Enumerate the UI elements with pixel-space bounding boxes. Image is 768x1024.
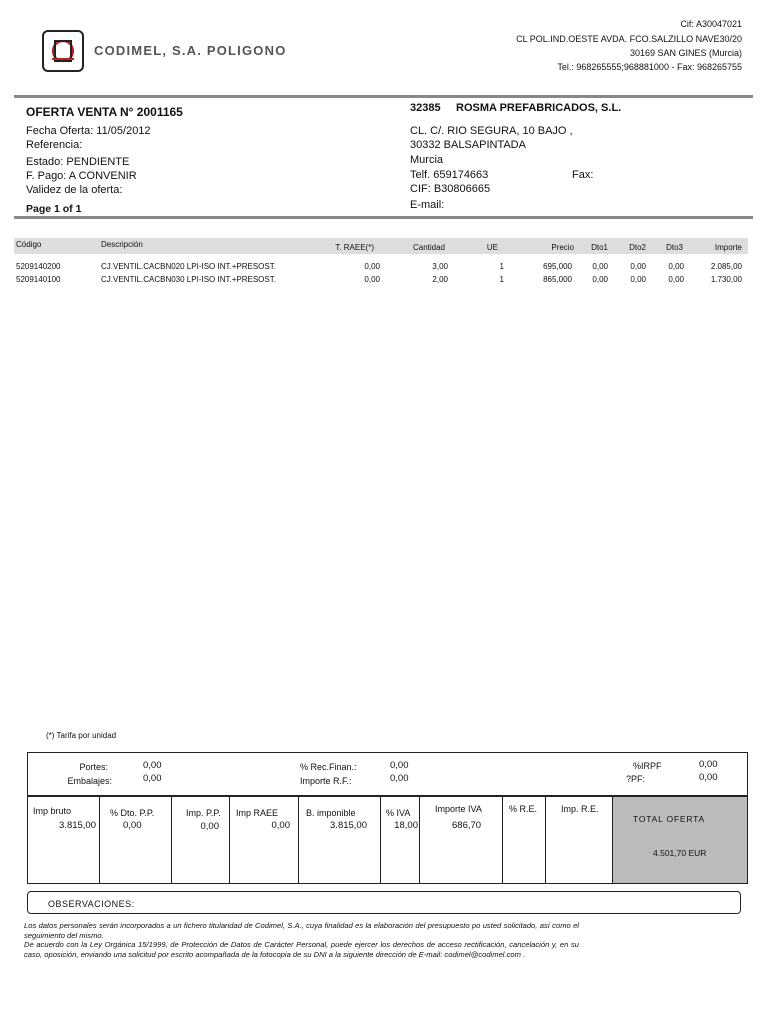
col-separator [229,797,230,883]
portes-label: Portes: [79,762,108,772]
client-phone: Telf. 659174663 [410,169,489,181]
imp-raee-value: 0,00 [271,820,290,831]
client-code: 32385 [410,102,441,114]
cell-dto1: 0,00 [592,275,608,284]
col-separator [99,797,100,883]
cell-cantidad: 2,00 [432,275,448,284]
cell-precio: 695,000 [543,262,572,271]
observaciones-label: OBSERVACIONES: [48,899,135,909]
b-imponible-label: B. imponible [306,808,356,818]
table-row [14,275,748,286]
imp-raee-label: Imp RAEE [236,808,279,818]
b-imponible-value: 3.815,00 [330,820,367,831]
cell-descripcion: CJ.VENTIL.CACBN030 LPI-ISO INT.+PRESOST. [101,275,276,284]
col-dto1: Dto1 [591,243,608,252]
col-separator [380,797,381,883]
irpf2-label: ?PF: [626,774,646,784]
company-phones: Tel.: 968265555;968881000 - Fax: 968265755 [557,62,742,72]
imp-pp-value: 0,00 [200,821,219,832]
dto-pp-value: 0,00 [123,820,142,831]
importe-iva-label: Importe IVA [435,804,482,814]
cell-importe: 2.085,00 [710,262,742,271]
header-divider [14,95,753,98]
col-dto2: Dto2 [629,243,646,252]
company-logo [42,30,84,72]
client-region: Murcia [410,154,444,166]
col-raee: T. RAEE(*) [335,243,374,252]
imp-bruto-label: Imp bruto [33,806,72,816]
company-name: CODIMEL, S.A. POLIGONO [94,43,287,58]
iva-label: % IVA [386,808,411,818]
cell-raee: 0,00 [364,262,380,271]
col-precio: Precio [551,243,574,252]
col-dto3: Dto3 [666,243,683,252]
offer-payment: F. Pago: A CONVENIR [26,170,137,182]
client-city: 30332 BALSAPINTADA [410,139,526,151]
irpf2-value: 0,00 [699,772,718,783]
cell-dto3: 0,00 [668,275,684,284]
cell-dto3: 0,00 [668,262,684,271]
client-email: E-mail: [410,199,445,211]
total-label: TOTAL OFERTA [633,814,705,824]
legal-data-usage: Los datos personales serán incorporados a un fichero titularidad de Codimel, S.A., cuya finalidad es la elaboración del presupuesto po usted solicitado, así como el seguimiento del mismo. [24,921,579,940]
imp-re-label: Imp. R.E. [561,804,599,814]
total-value: 4.501,70 EUR [653,848,707,858]
offer-validity: Validez de la oferta: [26,184,123,196]
client-name: ROSMA PREFABRICADOS, S.L. [456,102,622,114]
company-address: CL POL.IND.OESTE AVDA. FCO.SALZILLO NAVE30/20 [516,34,742,44]
col-ue: UE [486,243,498,252]
cell-ue: 1 [499,262,504,271]
rec-finan-value: 0,00 [390,760,409,771]
col-separator [171,797,172,883]
table-row [14,262,748,273]
observaciones-box [27,891,741,914]
iva-value: 18,00 [394,820,418,831]
info-divider [14,216,753,219]
col-codigo: Código [16,240,42,249]
col-separator [502,797,503,883]
importe-iva-value: 686,70 [452,820,482,831]
company-cif: Cif: A30047021 [680,19,742,29]
imp-bruto-value: 3.815,00 [59,820,96,831]
col-separator [419,797,420,883]
cell-dto1: 0,00 [592,262,608,271]
cell-codigo: 5209140200 [16,262,61,271]
importe-rf-label: Importe R.F.: [300,776,352,786]
offer-date: Fecha Oferta: 11/05/2012 [26,125,151,137]
col-importe: Importe [714,243,742,252]
embalajes-label: Embalajes: [67,776,112,786]
tarifa-note: (*) Tarifa por unidad [46,731,117,740]
cell-precio: 865,000 [543,275,572,284]
cell-descripcion: CJ.VENTIL.CACBN020 LPI-ISO INT.+PRESOST. [101,262,276,271]
rec-finan-label: % Rec.Finan.: [300,762,357,772]
col-separator [298,797,299,883]
col-separator [612,797,613,883]
legal-data-rights: De acuerdo con la Ley Orgánica 15/1999, de Protección de Datos de Carácter Personal, puede ejercer los derechos de acceso rectificación, cancelación y, en su caso, oposición, enviando una solicitud por escrito acompañada de la fotocopia de su DNI a la siguiente dirección de E-mail: codimel@codimel.com . [24,940,579,959]
client-street: CL. C/. RIO SEGURA, 10 BAJO , [410,125,573,137]
dto-pp-label: % Dto. P.P. [110,808,155,818]
cell-importe: 1.730,00 [710,275,742,284]
offer-status: Estado: PENDIENTE [26,156,130,168]
cell-dto2: 0,00 [630,262,646,271]
page-number: Page 1 of 1 [26,203,82,215]
portes-value: 0,00 [143,760,162,771]
client-fax: Fax: [572,169,594,181]
re-label: % R.E. [509,804,538,814]
cell-cantidad: 3,00 [432,262,448,271]
cell-codigo: 5209140100 [16,275,61,284]
col-descripcion: Descripción [101,240,143,249]
cell-dto2: 0,00 [630,275,646,284]
company-city: 30169 SAN GINES (Murcia) [629,48,742,58]
cell-raee: 0,00 [364,275,380,284]
col-cantidad: Cantidad [412,243,445,252]
importe-rf-value: 0,00 [390,773,409,784]
embalajes-value: 0,00 [143,773,162,784]
cell-ue: 1 [499,275,504,284]
table-header [14,238,748,254]
offer-reference: Referencia: [26,139,83,151]
offer-title: OFERTA VENTA N° 2001165 [26,105,183,119]
total-panel [613,797,747,883]
client-cif: CIF: B30806665 [410,183,491,195]
col-separator [545,797,546,883]
irpf-label: %IRPF [633,761,662,771]
imp-pp-label: Imp. P.P. [186,808,221,818]
logo-mark-icon [44,32,82,70]
irpf-value: 0,00 [699,759,718,770]
